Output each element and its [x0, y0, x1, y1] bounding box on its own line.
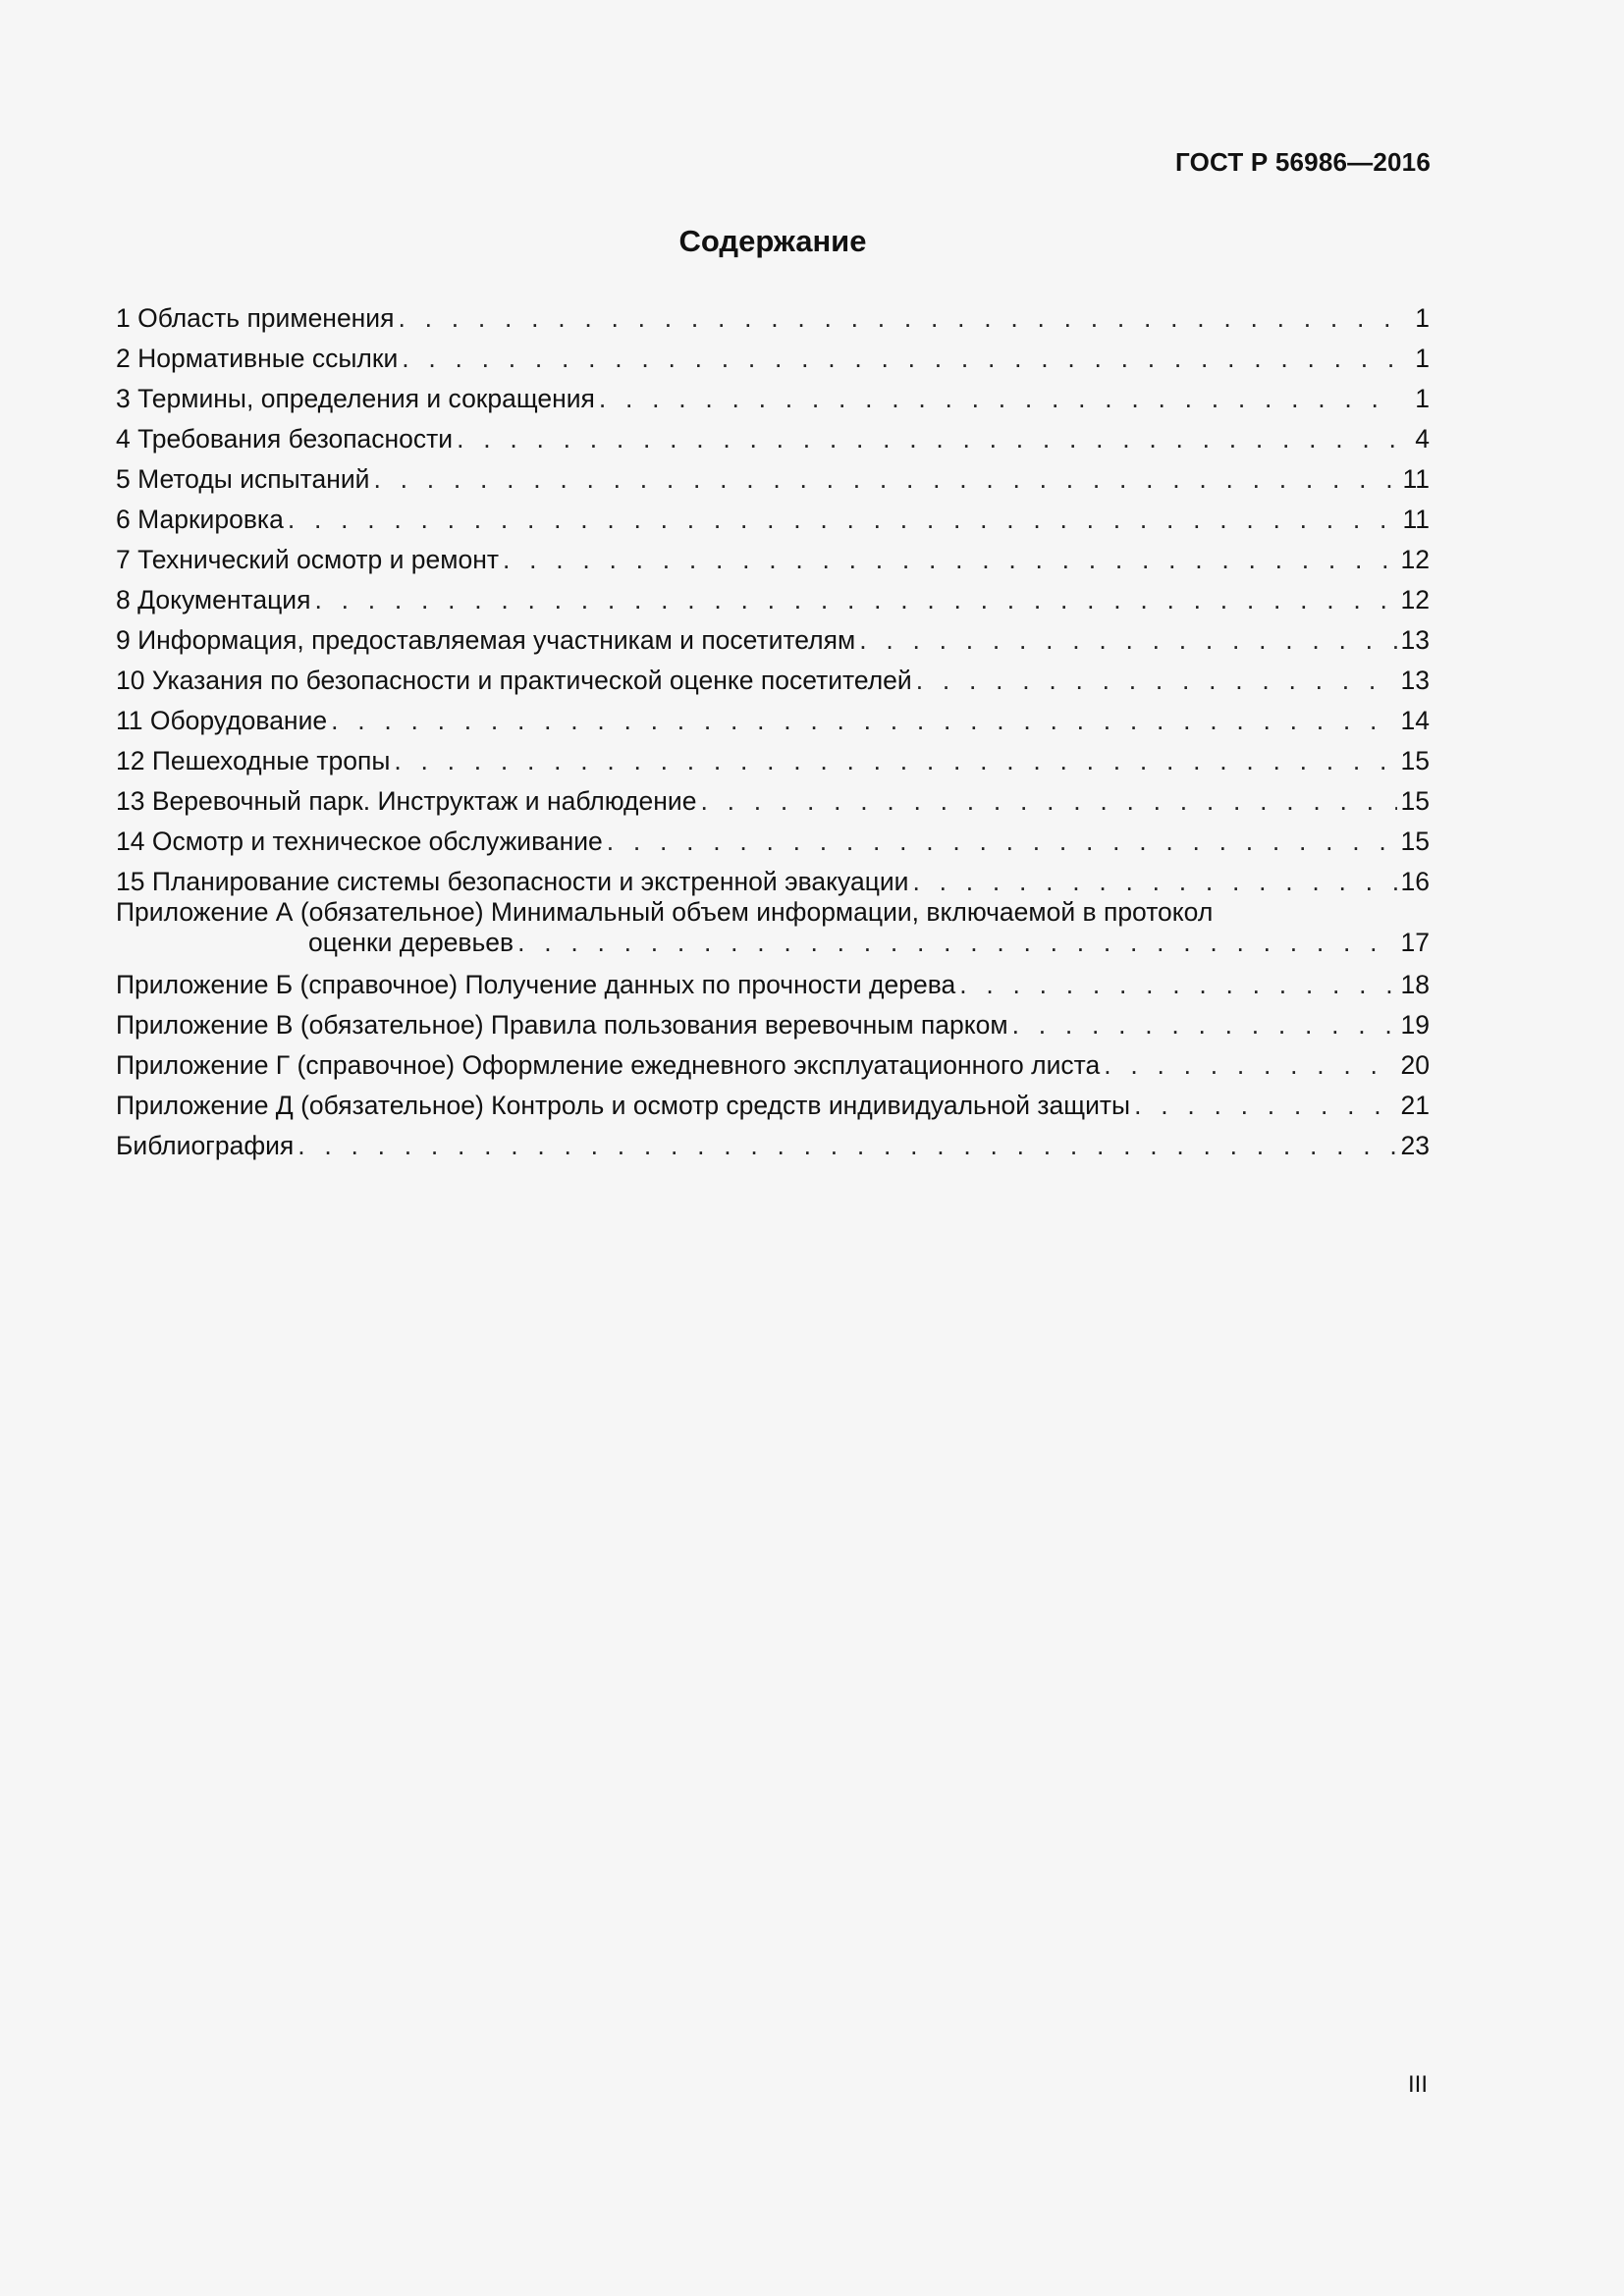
toc-entry-title: 4 Требования безопасности: [116, 424, 454, 454]
toc-entry-title: Приложение В (обязательное) Правила пользования веревочным парком: [116, 1010, 1008, 1040]
toc-entry-title-line2: оценки деревьев: [308, 928, 514, 957]
toc-entry[interactable]: [116, 776, 1430, 817]
dot-leader: [517, 927, 1396, 958]
dot-leader: [457, 423, 1400, 454]
toc-entry-title: 1 Область применения: [116, 303, 395, 333]
toc-entry[interactable]: [116, 1000, 1430, 1041]
toc-entry-title: 11 Оборудование: [116, 706, 328, 735]
dot-leader: [916, 665, 1397, 696]
toc-entry-page: 12: [1400, 585, 1430, 614]
table-of-contents: [116, 294, 1430, 1161]
dot-leader: [1134, 1090, 1396, 1121]
toc-entry-page: 13: [1400, 666, 1430, 695]
toc-entry-page: 4: [1415, 424, 1430, 454]
toc-entry[interactable]: [116, 1041, 1430, 1081]
toc-entry[interactable]: [116, 615, 1430, 656]
toc-entry-page: 21: [1400, 1091, 1430, 1120]
toc-title: Содержание: [678, 224, 867, 258]
dot-leader: [700, 785, 1396, 817]
toc-entry-page: 15: [1400, 786, 1430, 816]
toc-entry[interactable]: [116, 817, 1430, 857]
toc-entry-page: 20: [1400, 1050, 1430, 1080]
toc-entry[interactable]: [116, 294, 1430, 334]
toc-entry-title: Приложение Б (справочное) Получение данных по прочности дерева: [116, 970, 956, 999]
toc-entry-title: Приложение Д (обязательное) Контроль и осмотр средств индивидуальной защиты: [116, 1091, 1131, 1120]
toc-entry[interactable]: [116, 334, 1430, 374]
toc-entry[interactable]: [116, 696, 1430, 736]
toc-entry-title: Библиография: [116, 1131, 295, 1160]
toc-entry-page: 1: [1415, 303, 1430, 333]
toc-entry-page: 11: [1402, 505, 1430, 534]
toc-entry-title: 5 Методы испытаний: [116, 464, 370, 494]
toc-entry-page: 16: [1400, 867, 1430, 896]
toc-entry[interactable]: [116, 454, 1430, 495]
toc-entry[interactable]: [116, 656, 1430, 696]
toc-entry-page: 17: [1400, 928, 1430, 957]
toc-entry-page: 15: [1400, 827, 1430, 856]
toc-entry-title: 6 Маркировка: [116, 505, 284, 534]
dot-leader: [288, 504, 1399, 535]
dot-leader: [398, 302, 1400, 334]
page-number: III: [1407, 2071, 1428, 2098]
document-code: ГОСТ Р 56986—2016: [1175, 147, 1431, 177]
dot-leader: [1104, 1049, 1396, 1081]
dot-leader: [503, 544, 1397, 575]
toc-entry-title: 2 Нормативные ссылки: [116, 344, 399, 373]
toc-entry-page: 14: [1400, 706, 1430, 735]
toc-entry-title: 9 Информация, предоставляемая участникам и посетителям: [116, 625, 856, 655]
toc-entry-title: 7 Технический осмотр и ремонт: [116, 545, 499, 574]
toc-entry-page: 19: [1400, 1010, 1430, 1040]
dot-leader: [959, 969, 1396, 1000]
dot-leader: [394, 745, 1396, 776]
toc-entry-appendix-a[interactable]: [116, 897, 1430, 960]
toc-entry-title-line1: Приложение А (обязательное) Минимальный объем информации, включаемой в протокол: [116, 897, 1214, 927]
toc-entry[interactable]: [116, 1121, 1430, 1161]
toc-entry-page: 18: [1400, 970, 1430, 999]
toc-entry-title: Приложение Г (справочное) Оформление ежедневного эксплуатационного листа: [116, 1050, 1101, 1080]
dot-leader: [402, 343, 1400, 374]
toc-entry-second-line: [116, 927, 1430, 958]
toc-entry[interactable]: [116, 374, 1430, 414]
dot-leader: [599, 383, 1400, 414]
toc-entry[interactable]: [116, 575, 1430, 615]
dot-leader: [859, 624, 1396, 656]
toc-entry-page: 1: [1415, 384, 1430, 413]
toc-entry-page: 12: [1400, 545, 1430, 574]
toc-entry[interactable]: [116, 414, 1430, 454]
toc-entry[interactable]: [116, 535, 1430, 575]
toc-entry-page: 1: [1415, 344, 1430, 373]
toc-entry-title: 8 Документация: [116, 585, 311, 614]
dot-leader: [331, 705, 1396, 736]
toc-entry-title: 14 Осмотр и техническое обслуживание: [116, 827, 603, 856]
toc-entry-title: 12 Пешеходные тропы: [116, 746, 391, 775]
toc-entry[interactable]: [116, 857, 1430, 897]
toc-entry-title: 15 Планирование системы безопасности и экстренной эвакуации: [116, 867, 909, 896]
toc-entry-page: 23: [1400, 1131, 1430, 1160]
toc-entry[interactable]: [116, 495, 1430, 535]
toc-entry-page: 13: [1400, 625, 1430, 655]
dot-leader: [314, 584, 1396, 615]
toc-entry-page: 11: [1402, 464, 1430, 494]
toc-entry-title: 10 Указания по безопасности и практической оценке посетителей: [116, 666, 912, 695]
toc-entry-page: 15: [1400, 746, 1430, 775]
dot-leader: [373, 463, 1398, 495]
toc-entry-title: 3 Термины, определения и сокращения: [116, 384, 595, 413]
toc-entry[interactable]: [116, 736, 1430, 776]
toc-entry[interactable]: [116, 1081, 1430, 1121]
dot-leader: [298, 1130, 1396, 1161]
dot-leader: [607, 826, 1397, 857]
toc-entry-title: 13 Веревочный парк. Инструктаж и наблюдение: [116, 786, 697, 816]
dot-leader: [912, 866, 1396, 897]
toc-entry[interactable]: [116, 960, 1430, 1000]
dot-leader: [1012, 1009, 1397, 1041]
